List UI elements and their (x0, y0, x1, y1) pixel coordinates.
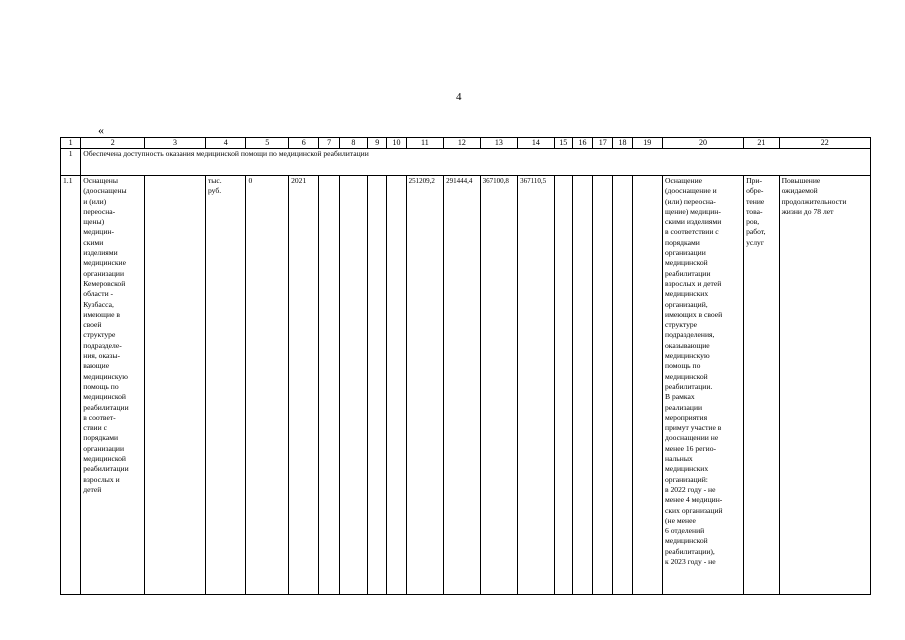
column-number: 15 (554, 138, 572, 149)
value-cell: 367100,8 (480, 176, 518, 595)
result-name-cell: Оснащены (дооснащены и (или) переосна- щены) медицин- скими изделиями медицинские организации Кемеровской области - Кузбасса, имеющие в своей структуре подразделе- ния, оказы- вающие медицинскую помощь по медицинской реабилитации в соответ- ствии с порядками организации медицинской реабилитации взрослых и детей (81, 176, 145, 595)
column-number: 11 (406, 138, 444, 149)
column-number: 13 (480, 138, 518, 149)
empty-cell (145, 176, 206, 595)
page-number: 4 (456, 91, 462, 103)
unit-cell: тыс. руб. (205, 176, 246, 595)
empty-cell (632, 176, 662, 595)
column-number: 17 (593, 138, 613, 149)
column-number: 20 (663, 138, 744, 149)
column-number: 12 (444, 138, 480, 149)
value-cell: 367110,5 (518, 176, 554, 595)
column-number: 3 (145, 138, 206, 149)
column-number: 8 (339, 138, 367, 149)
column-number: 7 (319, 138, 339, 149)
row-number: 1.1 (61, 176, 81, 595)
column-number: 2 (81, 138, 145, 149)
base-value-cell: 0 (246, 176, 289, 595)
section-title: Обеспечена доступность оказания медицинской помощи по медицинской реабилитации (81, 149, 871, 176)
section-number: 1 (61, 149, 81, 176)
empty-cell (554, 176, 572, 595)
section-row (61, 149, 871, 176)
table-row (61, 176, 871, 595)
column-number: 22 (779, 138, 870, 149)
passport-table (60, 137, 871, 595)
type-cell: При- обре- тение това- ров, работ, услуг (744, 176, 779, 595)
column-number: 21 (744, 138, 779, 149)
description-cell: Оснащение (дооснащение и (или) переосна- щение) медицин- скими изделиями в соответствии с порядками организации медицинской реабилитации взрослых и детей медицинских организаций, имеющих в своей структуре подразделения, оказывающие медицинскую помощь по медицинской реабилитации. В рамках реализации мероприятия примут участие в дооснащении не менее 16 регио- нальных медицинских организаций: в 2022 году - не менее 4 медицин- ских организаций (не менее 6 отделений медицинской реабилитации), к 2023 году - не (663, 176, 744, 595)
link-cell: Повышение ожидаемой продолжительности жизни до 78 лет (779, 176, 870, 595)
column-number: 19 (632, 138, 662, 149)
empty-cell (319, 176, 339, 595)
value-cell: 291444,4 (444, 176, 480, 595)
column-number: 18 (613, 138, 632, 149)
empty-cell (572, 176, 592, 595)
column-number: 4 (205, 138, 246, 149)
empty-cell (339, 176, 367, 595)
column-number: 6 (289, 138, 319, 149)
column-number: 9 (368, 138, 387, 149)
empty-cell (593, 176, 613, 595)
column-number: 14 (518, 138, 554, 149)
column-number: 5 (246, 138, 289, 149)
opening-quote-mark: « (98, 123, 104, 137)
column-number-row (61, 138, 871, 149)
empty-cell (368, 176, 387, 595)
base-year-cell: 2021 (289, 176, 319, 595)
column-number: 10 (387, 138, 406, 149)
empty-cell (613, 176, 632, 595)
column-number: 1 (61, 138, 81, 149)
column-number: 16 (572, 138, 592, 149)
empty-cell (387, 176, 406, 595)
value-cell: 251209,2 (406, 176, 444, 595)
